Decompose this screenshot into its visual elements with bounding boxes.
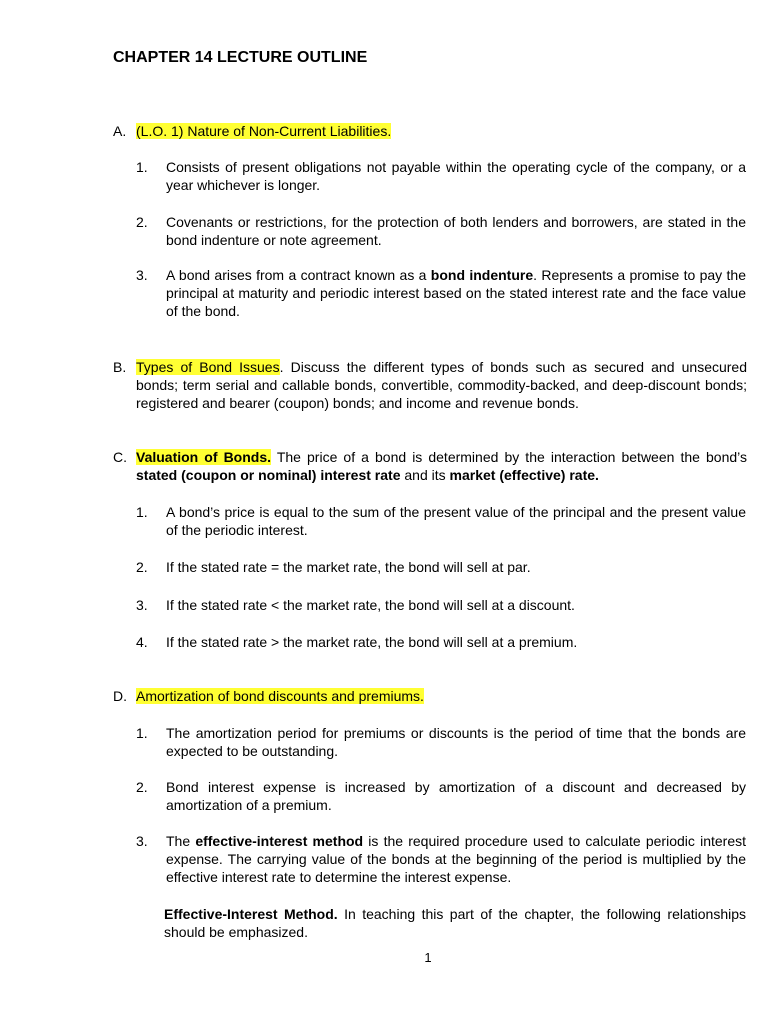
item-number: 2. <box>136 214 148 230</box>
bond-indenture-term: bond indenture <box>430 267 534 283</box>
list-item <box>136 213 746 249</box>
section-a-label: A. <box>113 123 127 139</box>
list-item <box>136 503 746 539</box>
item-text: If the stated rate > the market rate, the bond will sell at a premium. <box>166 634 578 650</box>
item-text: Consists of present obligations not payable within the operating cycle of the company, or a year whichever is longer. <box>166 159 746 193</box>
list-item <box>136 778 746 814</box>
list-item <box>136 724 746 760</box>
effective-interest-paragraph <box>164 905 746 941</box>
item-number: 2. <box>136 559 148 575</box>
item-number: 3. <box>136 833 148 849</box>
item-number: 2. <box>136 779 148 795</box>
page-number: 1 <box>424 950 432 965</box>
paragraph-heading: Effective-Interest Method. <box>164 906 338 922</box>
item-number: 3. <box>136 597 148 613</box>
item-number: 3. <box>136 267 148 283</box>
list-item <box>136 633 746 651</box>
item-text: Bond interest expense is increased by amortization of a discount and decreased by amortization of a premium. <box>166 779 746 813</box>
list-item <box>136 596 746 614</box>
item-text: A bond’s price is equal to the sum of the present value of the principal and the present value of the periodic interest. <box>166 504 746 538</box>
section-b-label: B. <box>113 359 127 375</box>
section-c-title: Valuation of Bonds. <box>136 449 272 465</box>
section-b-title: Types of Bond Issues <box>136 359 280 375</box>
section-a-heading <box>113 122 747 140</box>
stated-rate-term: stated (coupon or nominal) interest rate <box>136 467 401 483</box>
market-rate-term: market (effective) rate. <box>449 467 599 483</box>
section-c: C. Valuation of Bonds. The price of a bond is determined by the interaction between the bond’s stated (coupon or nominal) interest rate and its market (effective) rate. <box>113 449 747 483</box>
item-text: If the stated rate = the market rate, the bond will sell at par. <box>166 559 531 575</box>
item-number: 4. <box>136 634 148 650</box>
page-title: CHAPTER 14 LECTURE OUTLINE <box>113 49 368 66</box>
item-text: A bond arises from a contract known as a bond indenture. Represents a promise to pay the principal at maturity and periodic interest based on the stated interest rate and the face value of the bond. <box>166 267 746 319</box>
section-d-title: Amortization of bond discounts and premiums. <box>136 688 424 704</box>
section-c-label: C. <box>113 449 127 465</box>
item-text: The effective-interest method is the required procedure used to calculate periodic interest expense. The carrying value of the bonds at the beginning of the period is multiplied by the effective interest rate to determine the interest expense. <box>166 833 746 885</box>
section-d-heading <box>113 687 747 705</box>
list-item <box>136 158 746 194</box>
list-item <box>136 558 746 576</box>
item-text: The amortization period for premiums or discounts is the period of time that the bonds are expected to be outstanding. <box>166 725 746 759</box>
item-number: 1. <box>136 504 148 520</box>
list-item <box>136 266 746 320</box>
effective-interest-term: effective-interest method <box>195 833 364 849</box>
item-number: 1. <box>136 159 148 175</box>
item-text: Covenants or restrictions, for the protection of both lenders and borrowers, are stated in the bond indenture or note agreement. <box>166 214 746 248</box>
section-d-label: D. <box>113 688 127 704</box>
section-b-text: . Discuss the different types of bonds such as secured and unsecured bonds; term serial and callable bonds, convertible, commodity-backed, and deep-discount bonds; registered and bearer (coupon) bonds; and income and revenue bonds. <box>136 359 747 411</box>
list-item <box>136 832 746 886</box>
paragraph-text: In teaching this part of the chapter, the following relationships should be emphasized. <box>164 906 747 940</box>
item-text: If the stated rate < the market rate, the bond will sell at a discount. <box>166 597 575 613</box>
section-b <box>113 358 747 412</box>
item-number: 1. <box>136 725 148 741</box>
section-a-title: (L.O. 1) Nature of Non-Current Liabilities. <box>136 123 392 139</box>
